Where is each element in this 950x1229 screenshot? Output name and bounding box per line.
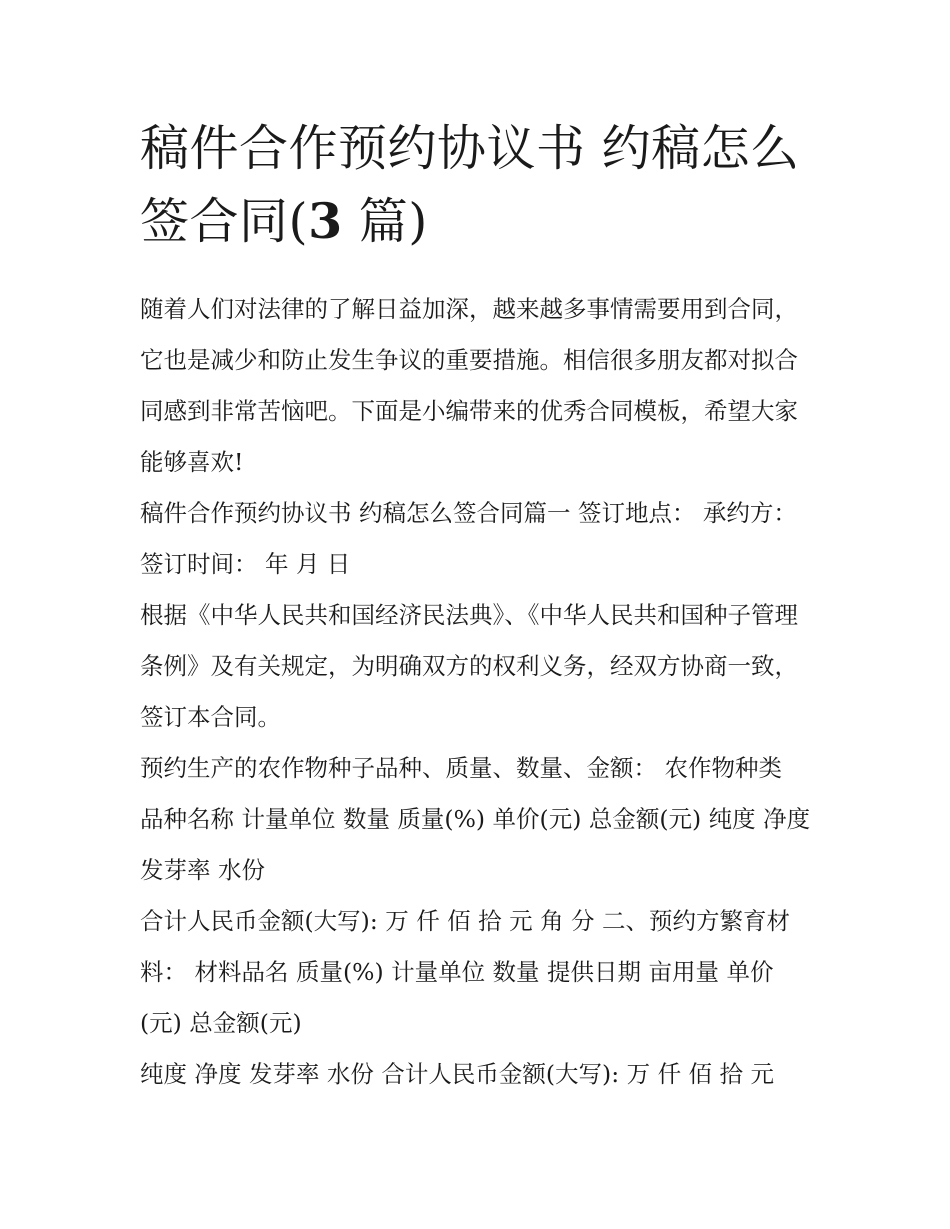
document-page [140, 112, 820, 1100]
title-number: 3 [308, 192, 343, 250]
contract-header-paragraph: 稿件合作预约协议书 约稿怎么签合同篇一 签订地点： 承约方：签订时间： 年 月 日 [140, 499, 797, 578]
seed-details-paragraph: 预约生产的农作物种子品种、质量、数量、金额： 农作物种类 品种名称 计量单位 数量 质量(%) 单价(元) 总金额(元) 纯度 净度 发芽率 水份 [140, 754, 811, 884]
title-text-part2: 篇) [342, 193, 428, 250]
title-text-part1: 稿件合作预约协议书 约稿怎么签合同( [140, 120, 800, 250]
document-title [140, 112, 820, 258]
intro-paragraph: 随着人们对法律的了解日益加深，越来越多事情需要用到合同，它也是减少和防止发生争议的重要措施。相信很多朋友都对拟合同感到非常苦恼吧。下面是小编带来的优秀合同模板，希望大家能够喜欢! [140, 295, 798, 476]
legal-basis-paragraph: 根据《中华人民共和国经济民法典》、《中华人民共和国种子管理条例》及有关规定，为明确双方的权利义务，经双方协商一致，签订本合同。 [140, 601, 798, 731]
amount-materials-paragraph: 合计人民币金额(大写): 万 仟 佰 拾 元 角 分 二、预约方繁育材料： 材料品名 质量(%) 计量单位 数量 提供日期 亩用量 单价(元) 总金额(元) [140, 907, 791, 1037]
quality-amount-paragraph: 纯度 净度 发芽率 水份 合计人民币金额(大写): 万 仟 佰 拾 元 [140, 1060, 774, 1088]
